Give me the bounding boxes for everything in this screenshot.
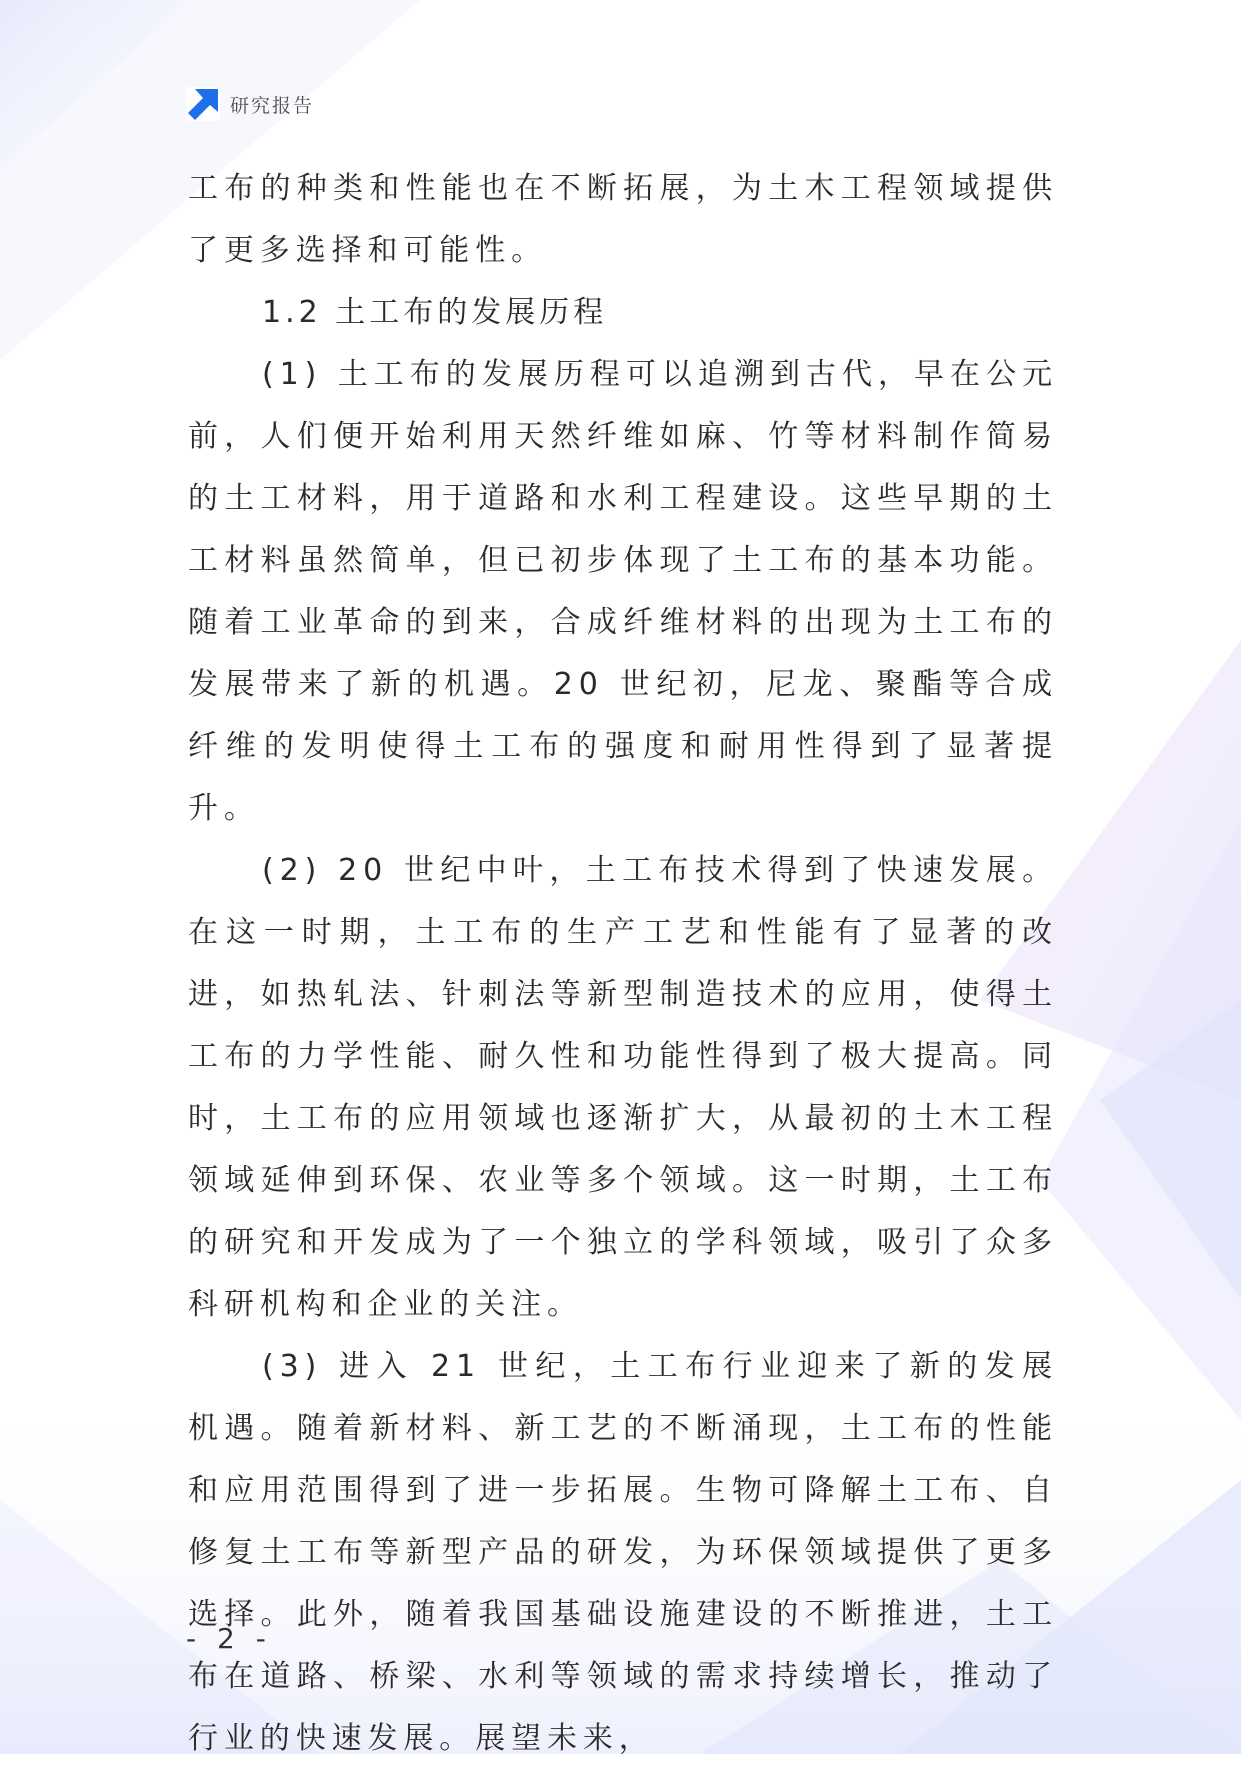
paragraph-continuation: 工布的种类和性能也在不断拓展，为土木工程领域提供了更多选择和可能性。 bbox=[188, 171, 1058, 268]
page-number: - 2 - bbox=[186, 1622, 272, 1655]
report-header bbox=[186, 86, 314, 122]
arrow-up-right-icon bbox=[186, 87, 220, 121]
paragraph-1: (1) 土工布的发展历程可以追溯到古代，早在公元前，人们便开始利用天然纤维如麻、竹等材料制作简易的土工材料，用于道路和水利工程建设。这些早期的土工材料虽然简单，但已初步体现了土工布的基本功能。随着工业革命的到来，合成纤维材料的出现为土工布的发展带来了新的机遇。20 世纪初，尼龙、聚酯等合成纤维的发明使得土工布的强度和耐用性得到了显著提升。 bbox=[188, 357, 1058, 826]
document-body bbox=[188, 158, 1058, 1770]
section-heading: 1.2 土工布的发展历程 bbox=[262, 295, 608, 330]
paragraph-3: (3) 进入 21 世纪，土工布行业迎来了新的发展机遇。随着新材料、新工艺的不断涌现，土工布的性能和应用范围得到了进一步拓展。生物可降解土工布、自修复土工布等新型产品的研发，为环保领域提供了更多选择。此外，随着我国基础设施建设的不断推进，土工布在道路、桥梁、水利等领域的需求持续增长，推动了行业的快速发展。展望未来， bbox=[188, 1349, 1058, 1756]
paragraph-2: (2) 20 世纪中叶，土工布技术得到了快速发展。在这一时期，土工布的生产工艺和性能有了显著的改进，如热轧法、针刺法等新型制造技术的应用，使得土工布的力学性能、耐久性和功能性得到了极大提高。同时，土工布的应用领域也逐渐扩大，从最初的土木工程领域延伸到环保、农业等多个领域。这一时期，土工布的研究和开发成为了一个独立的学科领域，吸引了众多科研机构和企业的关注。 bbox=[188, 853, 1058, 1322]
header-title: 研究报告 bbox=[230, 94, 315, 117]
